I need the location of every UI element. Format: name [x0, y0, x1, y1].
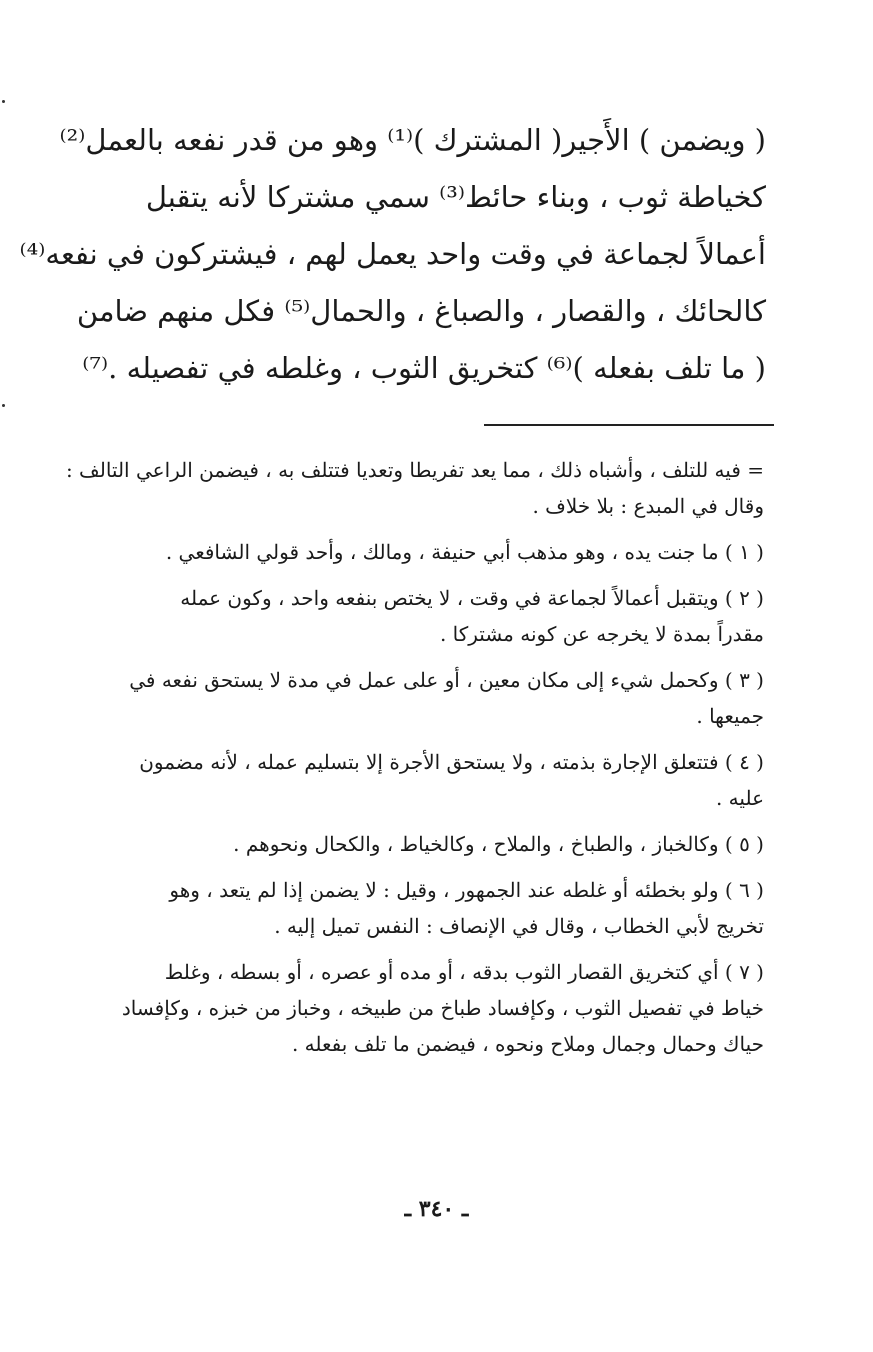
footnote-line: ( ١ ) ما جنت يده ، وهو مذهب أبي حنيفة ، ومالك ، وأحد قولي الشافعي . [165, 540, 764, 564]
main-text-line: كالحائك ، والقصار ، والصباغ ، والحمال⁽⁵⁾ فكل منهم ضامن [76, 294, 766, 328]
main-text-line: كخياطة ثوب ، وبناء حائط⁽³⁾ سمي مشتركا لأنه يتقبل [145, 180, 766, 214]
footnote-1 [36, 534, 764, 570]
footnote-7 [36, 954, 764, 1062]
footnote-6 [36, 872, 764, 944]
footnote-continuation [36, 452, 764, 524]
footnote-line: ( ٦ ) ولو بخطئه أو غلطه عند الجمهور ، وقيل : لا يضمن إذا لم يتعد ، وهو [169, 878, 764, 902]
footnote-2 [36, 580, 764, 652]
main-text [19, 112, 766, 397]
footnote-line: وقال في المبدع : بلا خلاف . [532, 494, 764, 518]
footnote-line: تخريج لأبي الخطاب ، وقال في الإنصاف : النفس تميل إليه . [274, 914, 764, 938]
footnote-line: ( ٧ ) أي كتخريق القصار الثوب بدقه ، أو مده أو عصره ، أو بسطه ، وغلط [164, 960, 764, 984]
main-text-line: ( ما تلف بفعله )⁽⁶⁾ كتخريق الثوب ، وغلطه في تفصيله .⁽⁷⁾ [82, 351, 766, 385]
footnote-line: ( ٣ ) وكحمل شيء إلى مكان معين ، أو على عمل في مدة لا يستحق نفعه في [129, 668, 764, 692]
footnote-line: عليه . [715, 786, 764, 810]
main-text-line: أعمالاً لجماعة في وقت واحد يعمل لهم ، فيشتركون في نفعه⁽⁴⁾ [19, 237, 766, 271]
footnote-line: حياك وحمال وجمال وملاح ونحوه ، فيضمن ما تلف بفعله . [291, 1032, 764, 1056]
footnote-line: = فيه للتلف ، وأشباه ذلك ، مما يعد تفريطا وتعديا فتتلف به ، فيضمن الراعي التالف : [65, 458, 764, 482]
main-text-line: ( ويضمن ) الأَجير( المشترك )⁽¹⁾ وهو من قدر نفعه بالعمل⁽²⁾ [59, 123, 766, 157]
margin-mark-top [2, 100, 5, 103]
footnote-line: ( ٢ ) ويتقبل أعمالاً لجماعة في وقت ، لا يختص بنفعه واحد ، وكون عمله [180, 586, 764, 610]
footnotes [36, 452, 764, 1072]
margin-mark-bottom [2, 404, 5, 407]
footnote-line: ( ٥ ) وكالخباز ، والطباخ ، والملاح ، وكالخياط ، والكحال ونحوهم . [233, 832, 764, 856]
footnote-line: ( ٤ ) فتتعلق الإجارة بذمته ، ولا يستحق الأجرة إلا بتسليم عمله ، لأنه مضمون [139, 750, 764, 774]
footnote-3 [36, 662, 764, 734]
footnote-4 [36, 744, 764, 816]
footnote-line: مقدراً بمدة لا يخرجه عن كونه مشتركا . [439, 622, 764, 646]
footnote-line: خياط في تفصيل الثوب ، وكإفساد طباخ من طبيخه ، وخباز من خبزه ، وكإفساد [121, 996, 764, 1020]
footnote-5 [36, 826, 764, 862]
footnote-line: جميعها . [696, 704, 764, 728]
page-number: ـ ٣٤٠ ـ [404, 1196, 469, 1222]
footnote-divider [484, 424, 774, 426]
